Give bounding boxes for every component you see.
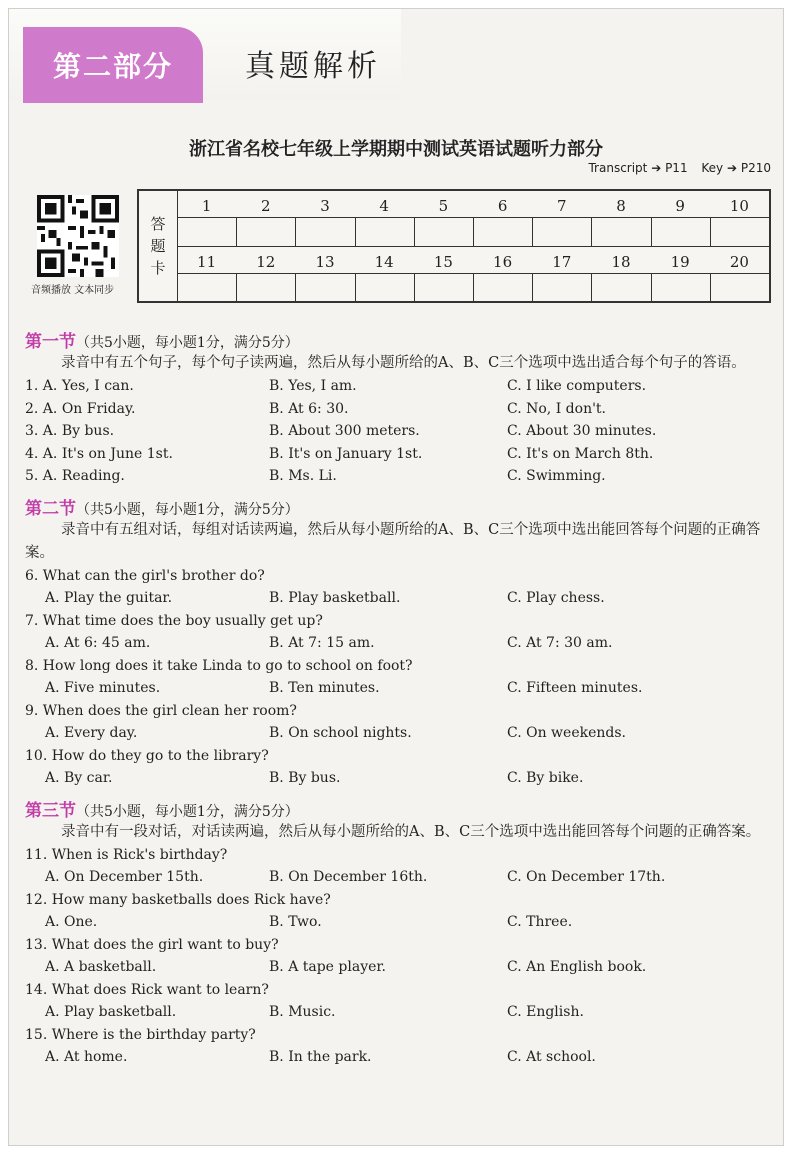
option-b[interactable]: B. Yes, I am. [269,378,357,394]
option-a[interactable]: A. Every day. [45,725,138,741]
answer-box[interactable] [473,273,533,302]
answer-box[interactable] [710,217,770,246]
answer-cell-number: 17 [552,253,572,271]
answer-cell-number: 9 [675,197,685,215]
option-c[interactable]: C. On December 17th. [507,869,666,885]
option-b[interactable]: B. Music. [269,1004,336,1020]
answer-box[interactable] [414,273,474,302]
key-ref: Key ➔ P210 [701,161,771,175]
answer-box[interactable] [295,273,355,302]
option-c[interactable]: C. No, I don't. [507,400,607,417]
answer-box[interactable] [591,217,651,246]
answer-box[interactable] [177,217,236,246]
answer-cell [591,191,650,246]
option-a[interactable]: 2. A. On Friday. [25,400,136,417]
answer-box[interactable] [591,273,651,302]
option-a[interactable]: 1. A. Yes, I can. [25,378,134,394]
option-row [25,866,781,889]
option-a[interactable]: A. One. [45,914,98,930]
option-b[interactable]: B. About 300 meters. [269,423,420,439]
question-text: 15. Where is the birthday party? [25,1026,256,1043]
answer-cell-number: 10 [729,197,749,215]
option-b[interactable]: B. At 6: 30. [269,400,349,417]
answer-box[interactable] [236,273,296,302]
option-b[interactable]: B. On December 16th. [269,869,428,885]
option-row [25,443,781,466]
option-c[interactable]: C. At school. [507,1049,596,1065]
option-c[interactable]: C. Play chess. [507,590,605,606]
option-a[interactable]: A. A basketball. [45,959,157,975]
answer-cell-number: 15 [433,253,453,271]
option-a[interactable]: 5. A. Reading. [25,468,125,484]
answer-row [177,191,769,246]
answer-cell [236,191,295,246]
answer-cell-number: 5 [438,197,449,215]
option-b[interactable]: B. A tape player. [269,959,387,975]
question-text: 12. How many basketballs does Rick have? [25,891,331,908]
option-row [25,632,781,655]
answer-cell [355,191,414,246]
question-text: 11. When is Rick's birthday? [25,846,228,863]
sheet-label-char: 卡 [150,259,166,277]
answer-cell [651,247,710,302]
answer-cell [473,247,532,302]
answer-box[interactable] [236,217,296,246]
option-row [25,1046,781,1069]
option-b[interactable]: B. Ms. Li. [269,468,337,484]
option-a[interactable]: A. Five minutes. [45,680,161,696]
header-banner [9,9,401,101]
question-text: 8. How long does it take Linda to go to school on foot? [25,657,413,674]
answer-cell-number: 14 [374,253,394,271]
option-a[interactable]: A. By car. [45,770,113,786]
answer-box[interactable] [177,273,236,302]
section-info: （共5小题，每小题1分，满分5分） [76,803,299,820]
answer-cell [295,247,354,302]
option-a[interactable]: A. Play basketball. [45,1004,177,1020]
answer-cell-number: 8 [616,197,626,215]
sheet-label-char: 题 [150,237,166,255]
option-row [25,956,781,979]
answer-cell-number: 2 [261,197,271,215]
option-b[interactable]: B. Ten minutes. [269,680,380,696]
option-c[interactable]: C. About 30 minutes. [507,423,657,439]
option-c[interactable]: C. An English book. [507,959,647,975]
answer-box[interactable] [532,273,592,302]
section-name: 第一节 [25,332,76,352]
answer-cell-number: 4 [379,197,389,215]
option-b[interactable]: B. In the park. [269,1049,372,1065]
answer-cell-number: 11 [197,253,217,271]
section-instruction: 录音中有一段对话，对话读两遍，然后从每小题所给的A、B、C三个选项中选出能回答每个问题的正确答案。 [61,823,761,840]
option-row [25,420,781,443]
answer-cell [710,191,769,246]
option-c[interactable]: C. It's on March 8th. [507,445,654,462]
answer-cell [414,191,473,246]
option-c[interactable]: C. At 7: 30 am. [507,635,613,651]
transcript-ref: Transcript ➔ P11 [588,161,688,175]
textbook-page [8,8,784,1146]
answer-box[interactable] [532,217,592,246]
section-instruction: 录音中有五个句子，每个句子读两遍，然后从每小题所给的A、B、C三个选项中选出适合每个句子的答语。 [61,355,746,371]
answer-cell [177,191,236,246]
answer-cell-number: 20 [729,253,749,271]
answer-cell-number: 18 [611,253,631,271]
section-name: 第二节 [25,498,76,519]
qr-caption: 音频播放 文本同步 [31,285,115,296]
answer-cell [473,191,532,246]
answer-cell-number: 1 [201,197,212,215]
option-row [25,375,781,398]
option-c[interactable]: C. I like computers. [507,378,647,394]
option-row [25,465,781,488]
option-b[interactable]: B. On school nights. [269,725,412,741]
answer-cell [651,191,710,246]
option-c[interactable]: C. English. [507,1004,584,1020]
section-info: （共5小题，每小题1分，满分5分） [76,335,299,351]
answer-cell [710,247,769,302]
answer-cell-number: 6 [497,197,508,215]
part-label: 第二部分 [23,27,203,103]
answer-cell [591,247,650,302]
answer-cell-number: 7 [557,197,567,215]
answer-row [177,246,769,302]
option-a[interactable]: A. At 6: 45 am. [45,635,151,651]
answer-cell [414,247,473,302]
answer-cell-number: 16 [493,253,513,271]
section-name: 第三节 [25,800,76,821]
answer-sheet-label [139,191,178,301]
answer-cell [177,247,236,302]
option-row [25,722,781,745]
option-row [25,398,781,421]
option-row [25,677,781,700]
reference-links [578,161,771,175]
answer-box[interactable] [473,217,533,246]
option-a[interactable]: 4. A. It's on June 1st. [25,445,173,462]
option-a[interactable]: A. At home. [45,1049,128,1065]
option-b[interactable]: B. Two. [269,914,322,930]
answer-cell-number: 3 [320,197,330,215]
question-text: 10. How do they go to the library? [25,747,269,764]
question-text: 14. What does Rick want to learn? [25,981,269,998]
option-c[interactable]: C. Swimming. [507,468,606,484]
option-row [25,1001,781,1024]
option-b[interactable]: B. It's on January 1st. [269,445,423,462]
answer-cell [355,247,414,302]
page-title: 浙江省名校七年级上学期期中测试英语试题听力部分 [189,139,603,160]
answer-cell-number: 19 [670,253,690,271]
option-a[interactable]: 3. A. By bus. [25,423,115,439]
answer-sheet [137,189,771,303]
option-b[interactable]: B. At 7: 15 am. [269,635,375,651]
option-c[interactable]: C. On weekends. [507,725,626,741]
section-info: （共5小题，每小题1分，满分5分） [76,501,299,518]
section-header [25,796,781,821]
option-row [25,767,781,790]
answer-box[interactable] [710,273,770,302]
answer-box[interactable] [355,273,415,302]
option-b[interactable]: B. By bus. [269,770,341,786]
section-header [25,494,781,519]
qr-code-icon[interactable] [37,195,119,277]
question-text: 13. What does the girl want to buy? [25,936,279,953]
option-c[interactable]: C. By bike. [507,770,584,786]
question-text: 7. What time does the boy usually get up? [25,612,323,629]
question-text: 6. What can the girl's brother do? [25,567,265,584]
answer-grid [177,191,769,301]
option-row [25,911,781,934]
answer-box[interactable] [414,217,474,246]
sheet-label-char: 答 [150,215,166,233]
answer-box[interactable] [651,273,711,302]
answer-cell [295,191,354,246]
answer-box[interactable] [651,217,711,246]
answer-cell-number: 12 [256,253,276,271]
option-row [25,587,781,610]
option-a[interactable]: A. Play the guitar. [45,590,173,606]
answer-cell [532,191,591,246]
section-header [25,327,781,352]
section-instruction: 录音中有五组对话，每组对话读两遍，然后从每小题所给的A、B、C三个选项中选出能回答每个问题的正确答案。 [25,521,761,561]
answer-cell [532,247,591,302]
question-text: 9. When does the girl clean her room? [25,702,297,719]
answer-cell [236,247,295,302]
option-c[interactable]: C. Fifteen minutes. [507,680,643,696]
answer-cell-number: 13 [315,253,335,271]
question-content [25,323,781,1069]
answer-box[interactable] [355,217,415,246]
option-b[interactable]: B. Play basketball. [269,590,401,606]
option-a[interactable]: A. On December 15th. [45,869,204,885]
part-title: 真题解析 [245,49,381,84]
option-c[interactable]: C. Three. [507,914,573,930]
answer-box[interactable] [295,217,355,246]
